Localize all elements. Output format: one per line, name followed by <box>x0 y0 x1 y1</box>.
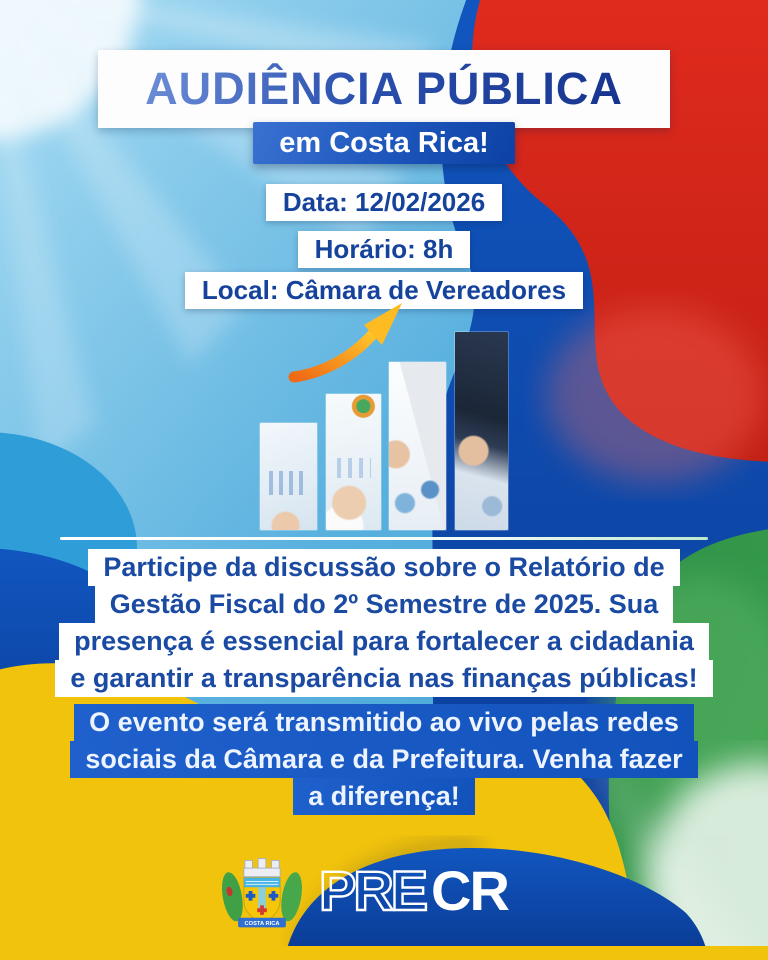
crest-banner-text: COSTA RICA <box>244 920 280 927</box>
coat-of-arms-icon <box>219 849 305 935</box>
poster-subtitle: em Costa Rica! <box>279 126 489 159</box>
time-banner <box>298 231 471 268</box>
date-banner <box>266 184 502 221</box>
date-text: Data: 12/02/2026 <box>282 187 486 217</box>
photo-bar-1 <box>260 423 317 530</box>
brand-wordmark <box>317 859 549 925</box>
paragraph-2 <box>70 704 697 815</box>
poster-title: AUDIÊNCIA PÚBLICA <box>145 63 623 114</box>
paragraph1-line: Participe da discussão sobre o Relatório de <box>88 549 679 586</box>
chart-photo-collage <box>260 315 508 530</box>
footer-logo <box>219 849 549 935</box>
location-text: Local: Câmara de Vereadores <box>201 275 567 305</box>
photo-bar-2 <box>326 394 381 530</box>
time-text: Horário: 8h <box>314 234 454 264</box>
subtitle-banner <box>253 122 515 164</box>
paragraph-1 <box>55 549 712 697</box>
paragraph1-line: e garantir a transparência nas finanças públicas! <box>55 660 712 697</box>
brand-outline-text: PRE <box>319 859 426 922</box>
divider-line <box>60 537 708 540</box>
paragraph2-line: a diferença! <box>293 778 475 815</box>
paragraph1-line: presença é essencial para fortalecer a cidadania <box>59 623 709 660</box>
title-banner <box>98 50 670 128</box>
paragraph1-line: Gestão Fiscal do 2º Semestre de 2025. Sua <box>95 586 674 623</box>
photo-bar-4 <box>455 332 508 530</box>
paragraph2-line: O evento será transmitido ao vivo pelas redes <box>74 704 694 741</box>
paragraph2-line: sociais da Câmara e da Prefeitura. Venha fazer <box>70 741 697 778</box>
brand-solid-text: CR <box>431 859 508 922</box>
crown <box>244 859 280 877</box>
growth-arrow-icon <box>288 301 413 389</box>
